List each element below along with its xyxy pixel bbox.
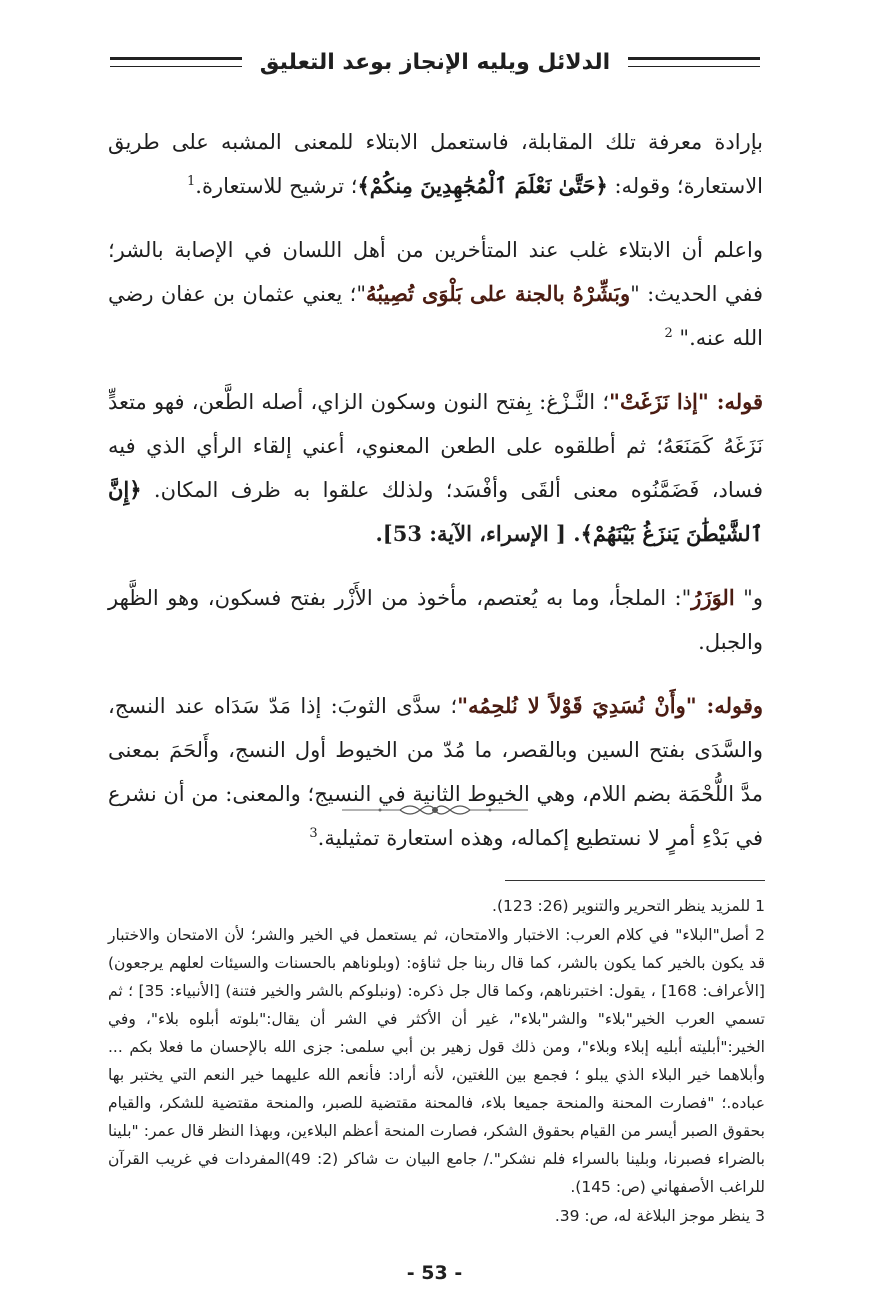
paragraph-2-text-a: واعلم أن الابتلاء غلب عند المتأخرين من أهل اللسان في الإصابة بالشر؛ ففي الحديث: " (108, 238, 764, 306)
paragraph-2 (108, 228, 763, 360)
header-title: الدلائل ويليه الإنجاز بوعد التعليق (259, 49, 611, 75)
quran-verse-2: ﴿إِنَّ ٱلشَّيْطَٰنَ يَنزَغُ بَيْنَهُمْ﴾ (108, 477, 763, 546)
footnotes (108, 892, 765, 1231)
verse-reference: . [ الإسراء، الآية: 53]. (375, 521, 581, 546)
paragraph-5-lead: وقوله: "وأَنْ نُسَدِيَ قَوْلاً لا نُلحِمُه" (457, 693, 763, 718)
footnote-separator (505, 880, 765, 881)
footnote-2: 2 أصل"البلاء" في كلام العرب: الاختبار والامتحان، ثم يستعمل في الخير والشر؛ لأن الامتحان والاختبار قد يكون بالخير كما يكون بالشر، كما قال ربنا جل ثناؤه: (وبلوناهم بالحسنات والسيئات لعلهم يرجعون) [الأعراف: 168] ، يقول: اختبرناهم، وكما قال جل ذكره: (ونبلوكم بالشر والخير فتنة) [الأنبياء: 35] ؛ ثم تسمي العرب الخير"بلاء" والشر"بلاء"، غير أن الأكثر في الشر أن يقال:"بلوته أبلوه بلاء"، وفي الخير:"أبليته أبليه إبلاء وبلاء"، ومن ذلك قول زهير بن أبي سلمى: جزى الله بالإحسان ما فعلا بكم ... وأبلاهما خير البلاء الذي يبلو ؛ فجمع بين اللغتين، لأنه أراد: فأنعم الله عليهما خير النعم التي يختبر بها عباده.؛ "فصارت المحنة والمنحة جميعا بلاء، فالمحنة مقتضية للصبر، والمنحة مقتضية للشكر، والقيام بحقوق الصبر أيسر من القيام بحقوق الشكر، فصارت المنحة أعظم البلاءين، وبهذا النظر قال عمر: "بلينا بالضراء فصبرنا، وبلينا بالسراء فلم نشكر"./ جامع البيان ت شاكر (2: 49)المفردات في غريب القرآن للراغب الأصفهاني (ص: 145). (108, 926, 765, 1196)
paragraph-1-text-a: بإرادة معرفة تلك المقابلة، فاستعمل الابتلاء للمعنى المشبه على طريق الاستعارة؛ وقوله: (108, 130, 763, 198)
paragraph-4-text-a: و" (734, 586, 763, 610)
paragraph-3-text: ؛ النَّـزْغ: بِفتح النون وسكون الزاي، أصله الطَّعن، فهو متعدٍّ نَزَغَهُ كَمَنَعَهُ؛ ثم أطلقوه على الطعن المعنوي، أعني إلقاء الرأي الذي فيه فساد، فَضَمَّنُوه معنى ألقَى وأفْسَد؛ ولذلك علقوا به ظرف المكان. (108, 390, 763, 502)
paragraph-3-lead: قوله: "إذا نَزَغَتْ" (609, 389, 763, 414)
paragraph-1-text-b: ؛ ترشيح للاستعارة. (195, 174, 358, 198)
ornament-divider (340, 800, 530, 820)
page-number: - 53 - (406, 1262, 463, 1284)
header-rule-left (110, 57, 242, 67)
quran-verse-1: ﴿حَتَّىٰ نَعْلَمَ ٱلْمُجَٰهِدِينَ مِنكُمْ﴾ (357, 173, 608, 198)
footnote-1: 1 للمزيد ينظر التحرير والتنوير (26: 123). (492, 897, 765, 915)
footnote-ref-3[interactable]: 3 (309, 826, 318, 841)
paragraph-5-text: ؛ سدَّى الثوبَ: إذا مَدّ سَدَاه عند النسج، والسَّدَى بفتح السين وبالقصر، ما مُدّ من الخيوط أول النسج، وأَلحَمَ بمعنى مدَّ اللُّحْمَة بضم اللام، وهي الخيوط الثانية في النسيج؛ والمعنى: من أن نشرع في بَدْءِ أمرٍ لا نستطيع إكماله، وهذه استعارة تمثيلية. (108, 694, 763, 850)
footnote-ref-1[interactable]: 1 (187, 174, 196, 189)
paragraph-4-text-b: ": الملجأ، وما به يُعتصم، مأخوذ من الأَزْر بفتح فسكون، وهو الظَّهر والجبل. (108, 586, 763, 654)
paragraph-1 (108, 120, 763, 208)
paragraph-2-text-b: "؛ يعني عثمان بن عفان رضي الله عنه." (108, 282, 763, 350)
running-header (110, 42, 760, 82)
hadith-quote: وبَشِّرْهُ بالجنة على بَلْوَى تُصِيبُهُ (366, 281, 631, 306)
paragraph-4-lead: الوَزَرُ (691, 585, 735, 610)
paragraph-5 (108, 684, 763, 860)
footnote-ref-2[interactable]: 2 (664, 326, 673, 341)
paragraph-3 (108, 380, 763, 556)
header-rule-right (628, 57, 760, 67)
main-text (108, 120, 763, 860)
footnote-3: 3 ينظر موجز البلاغة له، ص: 39. (554, 1207, 765, 1225)
paragraph-4 (108, 576, 763, 664)
